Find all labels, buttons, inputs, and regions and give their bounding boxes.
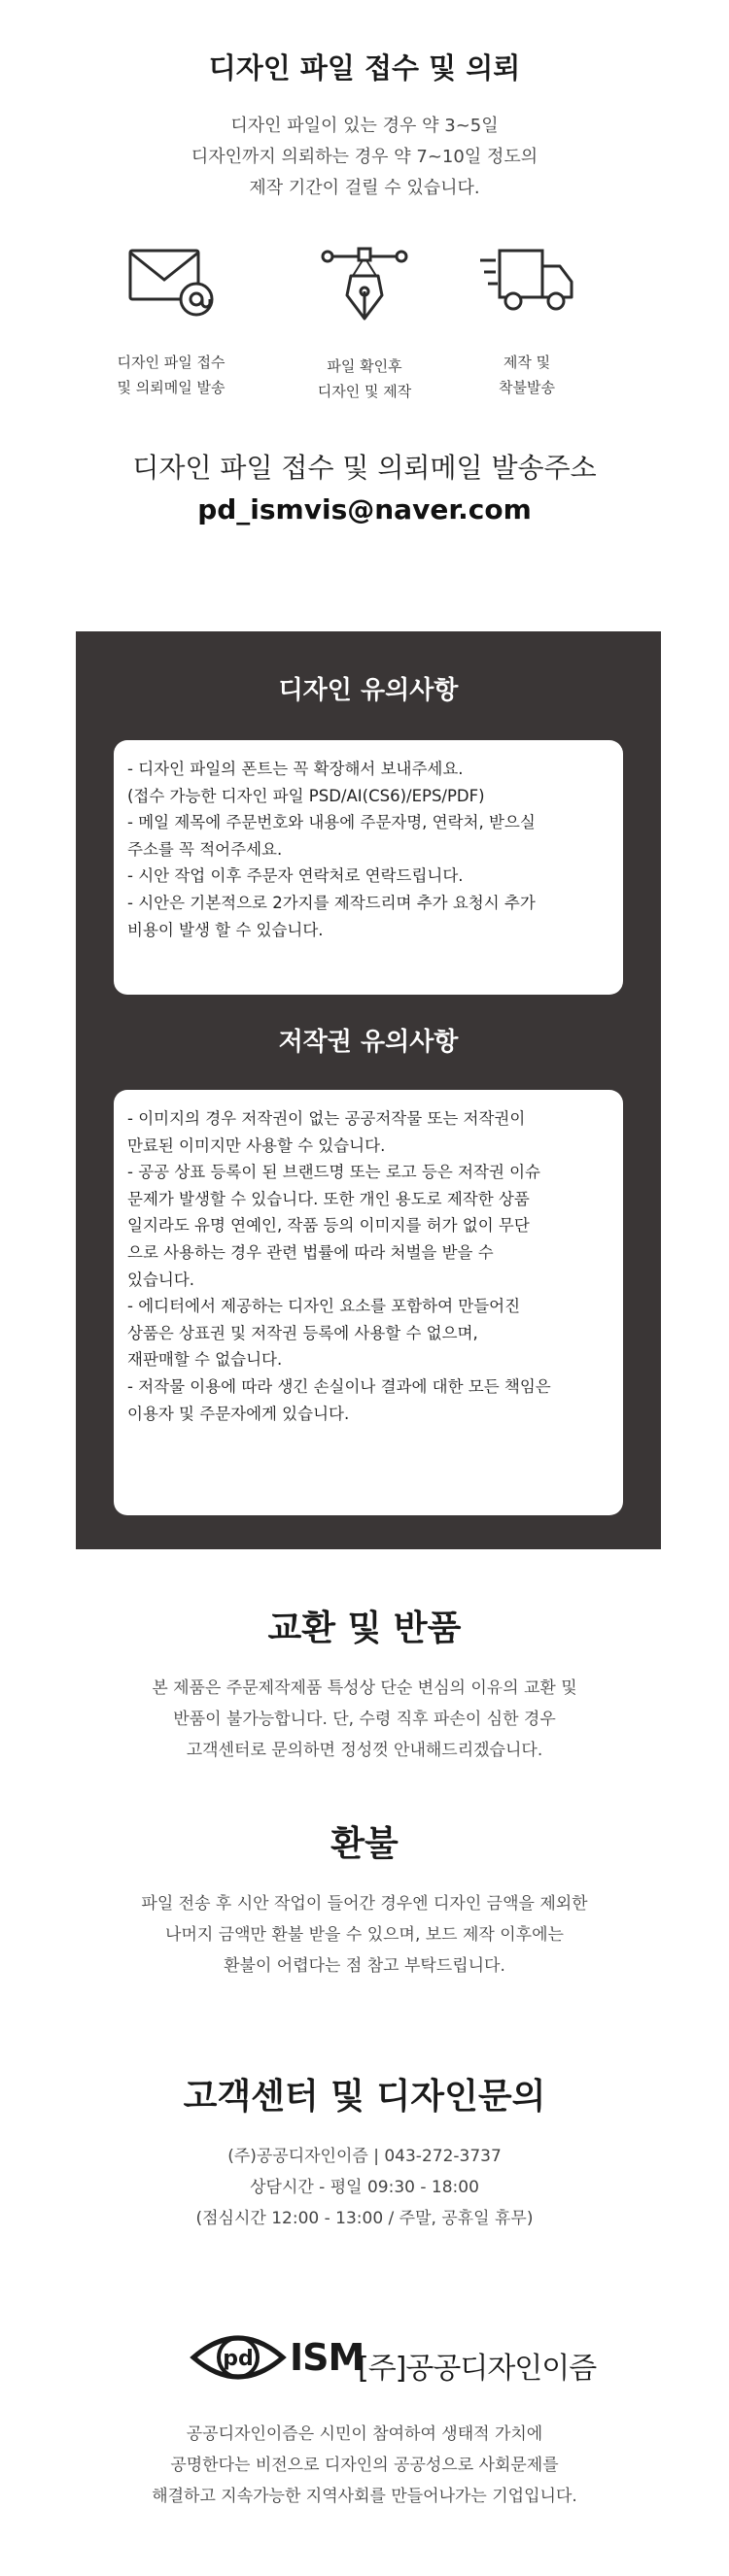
note-line: - 디자인 파일의 폰트는 꼭 확장해서 보내주세요. xyxy=(127,760,464,778)
intro-line: 제작 기간이 걸릴 수 있습니다. xyxy=(249,178,480,198)
note-line: 재판매할 수 없습니다. xyxy=(127,1350,283,1370)
note-line: 주소를 꼭 적어주세요. xyxy=(127,839,283,859)
refund-body xyxy=(0,1888,729,1982)
body-line: 나머지 금액만 환불 받을 수 있으며, 보드 제작 이후에는 xyxy=(165,1925,564,1945)
support-body xyxy=(0,2141,729,2234)
step-label-line: 및 의뢰메일 발송 xyxy=(117,379,226,396)
note-line: - 메일 제목에 주문번호와 내용에 주문자명, 연락처, 받으실 xyxy=(127,813,536,832)
body-line: 반품이 불가능합니다. 단, 수령 직후 파손이 심한 경우 xyxy=(173,1710,556,1729)
step-label-line: 제작 및 xyxy=(503,354,551,371)
submit-address-label: 디자인 파일 접수 및 의뢰메일 발송주소 xyxy=(132,452,597,484)
support-line: (주)공공디자인이즘 | 043-272-3737 xyxy=(227,2147,502,2166)
note-line: (접수 가능한 디자인 파일 PSD/AI(CS6)/EPS/PDF) xyxy=(127,786,485,805)
envelope-at-icon xyxy=(124,243,218,319)
note-line: - 에디터에서 제공하는 디자인 요소를 포함하여 만들어진 xyxy=(127,1297,521,1316)
intro-line: 디자인 파일이 있는 경우 약 3~5일 xyxy=(230,116,499,136)
step-label-line: 파일 확인후 xyxy=(327,357,402,375)
logo-wordmark: ISM xyxy=(290,2336,364,2379)
intro-line: 디자인까지 의뢰하는 경우 약 7~10일 정도의 xyxy=(191,147,538,167)
submit-email-link[interactable]: pd_ismvis@naver.com xyxy=(197,493,532,525)
notes-panel xyxy=(76,631,661,1549)
delivery-truck-icon xyxy=(478,243,575,319)
note-line: - 공공 상표 등록이 된 브랜드명 또는 로고 등은 저작권 이슈 xyxy=(127,1163,540,1182)
step-label-line: 디자인 파일 접수 xyxy=(117,354,226,371)
note-line: 일지라도 유명 연예인, 작품 등의 이미지를 허가 없이 무단 xyxy=(127,1216,530,1236)
note-line: - 이미지의 경우 저작권이 없는 공공저작물 또는 저작권이 xyxy=(127,1109,526,1128)
note-line: - 시안은 기본적으로 2가지를 제작드리며 추가 요청시 추가 xyxy=(127,893,536,912)
logo-mark-letters: pd xyxy=(223,2347,254,2371)
exchange-body xyxy=(0,1673,729,1766)
step-shipping xyxy=(439,243,614,400)
intake-intro xyxy=(0,111,729,204)
note-line: 문제가 발생할 수 있습니다. 또한 개인 용도로 제작한 상품 xyxy=(127,1189,530,1208)
body-line: 본 제품은 주문제작제품 특성상 단순 변심의 이유의 교환 및 xyxy=(152,1678,577,1698)
copyright-notes-title: 저작권 유의사항 xyxy=(278,1028,459,1057)
company-logo xyxy=(0,2326,729,2394)
about-line: 공공디자인이즘은 시민이 참여하여 생태적 가치에 xyxy=(186,2424,543,2444)
step-label-line: 디자인 및 제작 xyxy=(317,383,412,400)
note-line: 이용자 및 주문자에게 있습니다. xyxy=(127,1404,350,1423)
support-line: (점심시간 12:00 - 13:00 / 주말, 공휴일 휴무) xyxy=(195,2209,534,2228)
note-line: - 저작물 이용에 따라 생긴 손실이나 결과에 대한 모든 책임은 xyxy=(127,1376,551,1396)
design-notes-title: 디자인 유의사항 xyxy=(278,676,459,705)
copyright-notes-card xyxy=(114,1090,623,1515)
step-label xyxy=(84,350,259,400)
body-line: 환불이 어렵다는 점 참고 부탁드립니다. xyxy=(224,1956,505,1976)
company-about xyxy=(0,2419,729,2512)
note-line: 비용이 발생 할 수 있습니다. xyxy=(127,920,324,939)
support-line: 상담시간 - 평일 09:30 - 18:00 xyxy=(250,2178,479,2197)
step-label xyxy=(277,354,452,404)
body-line: 고객센터로 문의하면 정성껏 안내해드리겠습니다. xyxy=(186,1741,543,1760)
note-line: - 시안 작업 이후 주문자 연락처로 연락드립니다. xyxy=(127,866,464,886)
note-line: 상품은 상표권 및 저작권 등록에 사용할 수 없으며, xyxy=(127,1323,478,1342)
exchange-title: 교환 및 반품 xyxy=(267,1609,462,1648)
step-file-submit xyxy=(84,243,259,400)
note-line: 있습니다. xyxy=(127,1270,195,1289)
step-design-production xyxy=(277,243,452,404)
about-line: 공명한다는 비전으로 디자인의 공공성으로 사회문제를 xyxy=(170,2456,559,2475)
design-notes-card xyxy=(114,740,623,995)
intake-title: 디자인 파일 접수 및 의뢰 xyxy=(208,51,521,85)
pd-eye-logo-icon xyxy=(190,2326,287,2389)
step-label xyxy=(439,350,614,400)
about-line: 해결하고 지속가능한 지역사회를 만들어나가는 기업입니다. xyxy=(152,2487,577,2506)
refund-title: 환불 xyxy=(330,1824,399,1864)
note-line: 으로 사용하는 경우 관련 법률에 따라 처벌을 받을 수 xyxy=(127,1242,494,1262)
logo-company-name: [주]공공디자인이즘 xyxy=(358,2352,597,2386)
step-label-line: 착불발송 xyxy=(499,379,555,396)
pen-nib-icon xyxy=(318,243,411,322)
body-line: 파일 전송 후 시안 작업이 들어간 경우엔 디자인 금액을 제외한 xyxy=(141,1894,588,1914)
note-line: 만료된 이미지만 사용할 수 있습니다. xyxy=(127,1135,386,1155)
support-title: 고객센터 및 디자인문의 xyxy=(183,2077,546,2117)
